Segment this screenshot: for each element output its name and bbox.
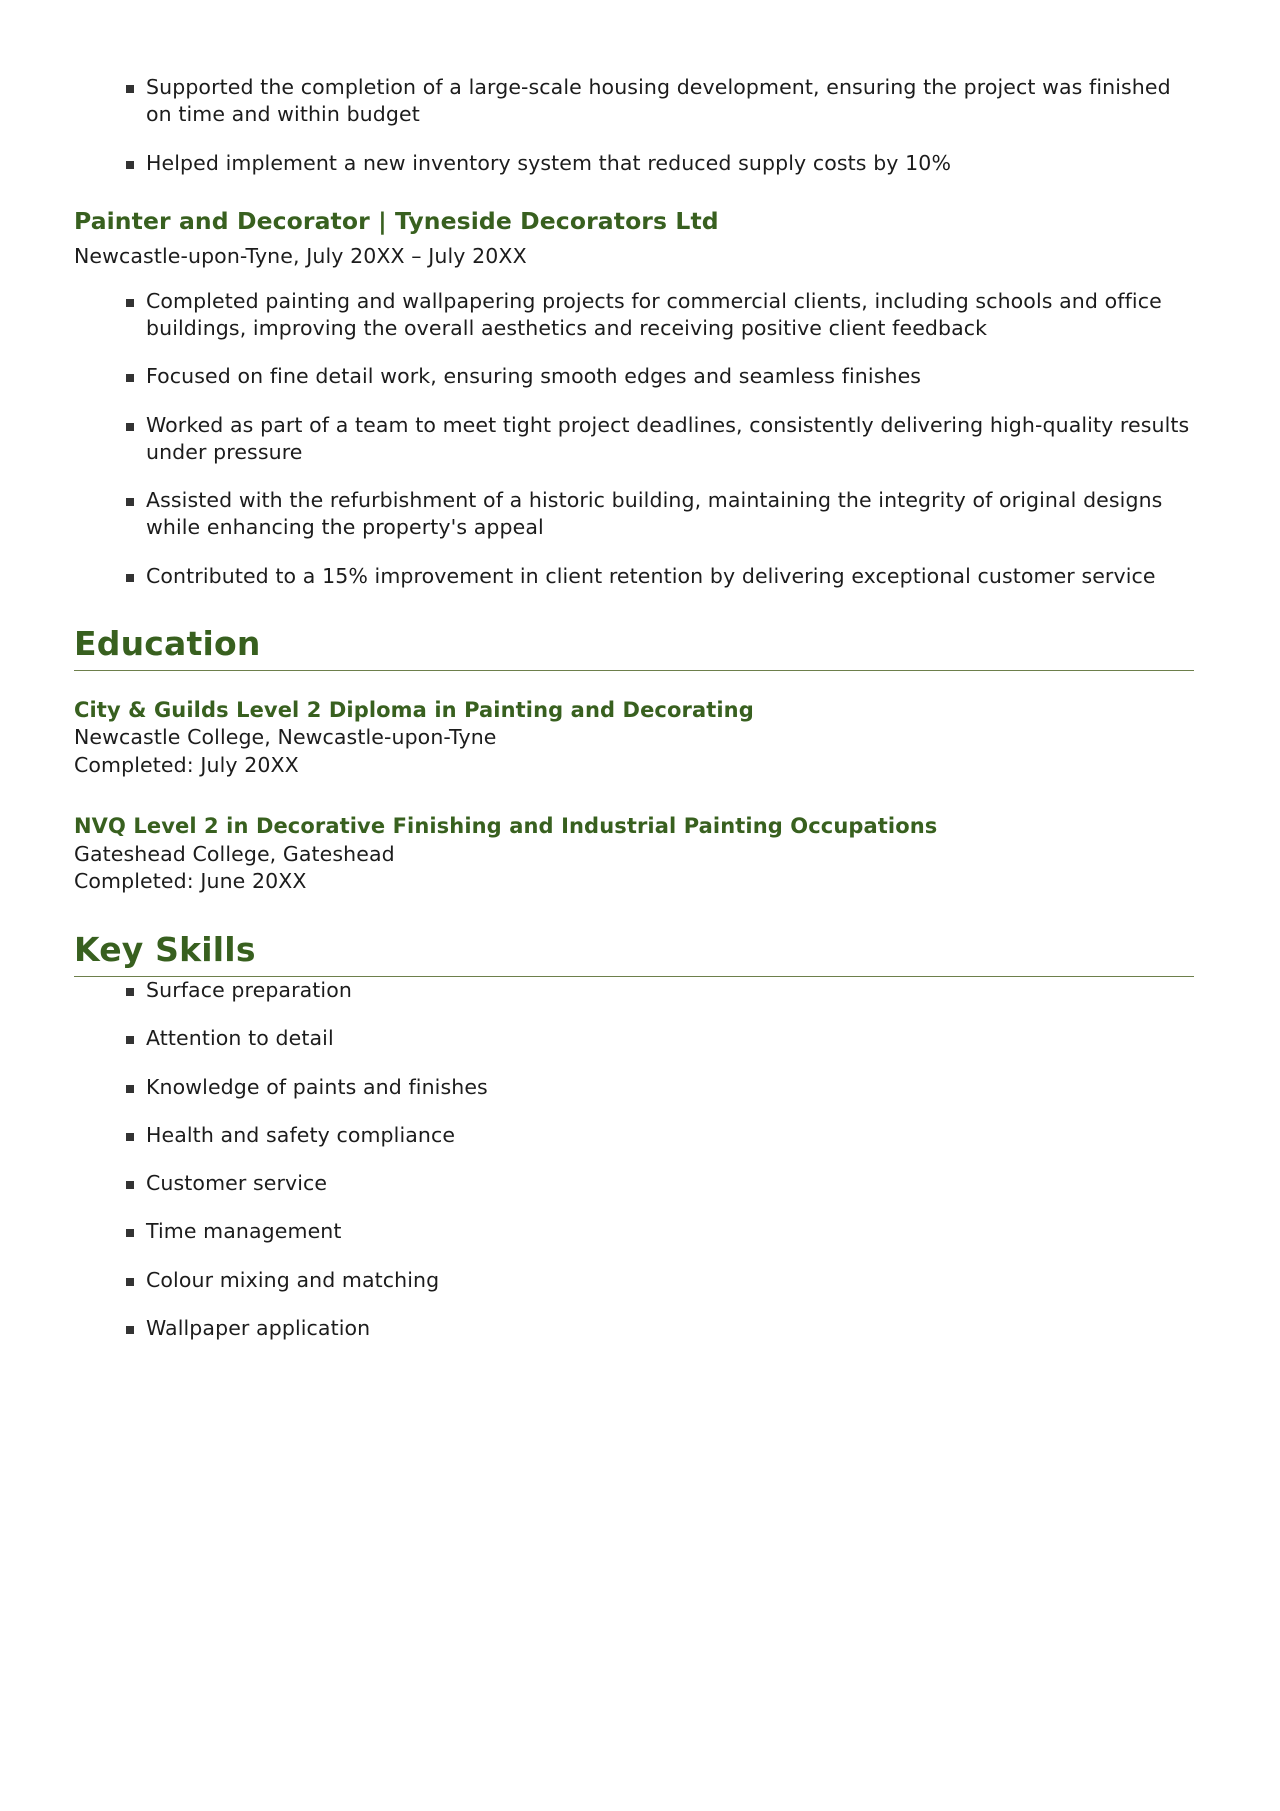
education-institution: Gateshead College, Gateshead: [74, 841, 395, 866]
education-completion: Completed: June 20XX: [74, 869, 307, 894]
education-completion: Completed: July 20XX: [74, 752, 299, 777]
job-title: Painter and Decorator | Tyneside Decorators Ltd: [74, 206, 719, 235]
experience-bullets: [74, 288, 1194, 590]
list-item: Completed painting and wallpapering projects for commercial clients, including schools and office buildings, improving the overall aesthetics and receiving positive client feedback: [74, 288, 1194, 343]
continued-experience-bullets: [74, 74, 1194, 177]
list-item: Colour mixing and matching: [74, 1267, 1194, 1294]
list-item: Health and safety compliance: [74, 1122, 1194, 1149]
list-item: Contributed to a 15% improvement in client retention by delivering exceptional customer service: [74, 563, 1194, 590]
education-qualification: NVQ Level 2 in Decorative Finishing and Industrial Painting Occupations: [74, 814, 938, 839]
list-item: Customer service: [74, 1170, 1194, 1197]
list-item: Knowledge of paints and finishes: [74, 1074, 1194, 1101]
list-item: Helped implement a new inventory system that reduced supply costs by 10%: [74, 150, 1194, 177]
list-item: Assisted with the refurbishment of a historic building, maintaining the integrity of original designs while enhancing the property's appeal: [74, 487, 1194, 542]
list-item: Worked as part of a team to meet tight project deadlines, consistently delivering high-quality results under pressure: [74, 412, 1194, 467]
list-item: Time management: [74, 1218, 1194, 1245]
job-location-dates: Newcastle-upon-Tyne, July 20XX – July 20XX: [74, 243, 527, 268]
resume-body: [74, 74, 1194, 1342]
list-item: Focused on fine detail work, ensuring smooth edges and seamless finishes: [74, 363, 1194, 390]
list-item: Surface preparation: [74, 977, 1194, 1004]
list-item: Attention to detail: [74, 1025, 1194, 1052]
list-item: Supported the completion of a large-scale housing development, ensuring the project was finished on time and within budget: [74, 74, 1194, 129]
experience-entry: [74, 207, 1194, 590]
list-item: Wallpaper application: [74, 1315, 1194, 1342]
education-entry: [74, 697, 1194, 780]
key-skills-list: [74, 977, 1194, 1342]
education-entry: [74, 813, 1194, 896]
section-heading-key-skills: Key Skills: [74, 930, 1194, 977]
education-qualification: City & Guilds Level 2 Diploma in Painting and Decorating: [74, 697, 754, 722]
education-institution: Newcastle College, Newcastle-upon-Tyne: [74, 725, 497, 750]
section-heading-education: Education: [74, 624, 1194, 671]
